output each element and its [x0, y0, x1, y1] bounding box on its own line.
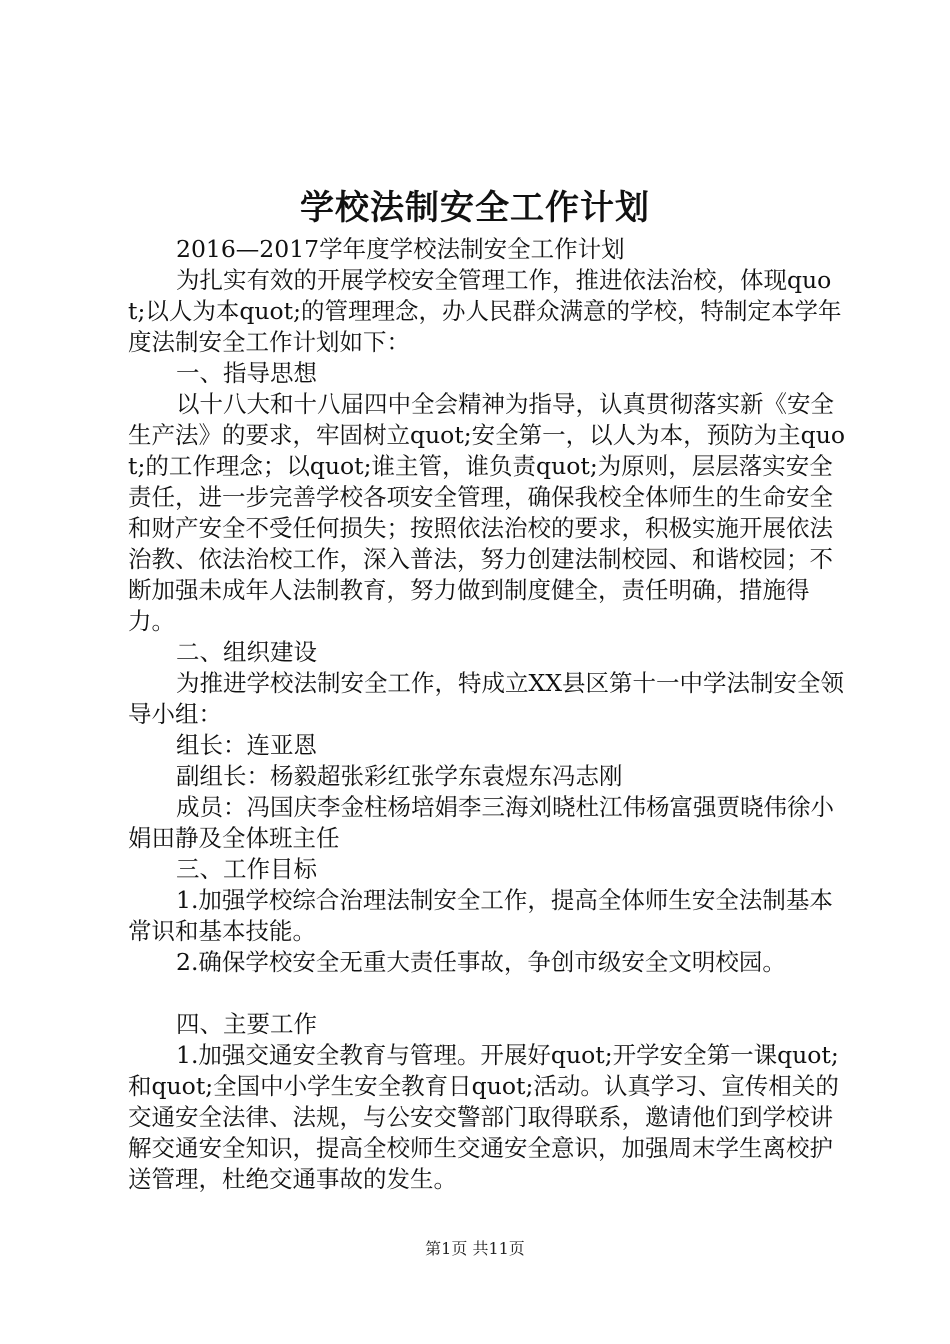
paragraph-leader: 组长：连亚恩: [176, 731, 317, 759]
paragraph-members: 成员：冯国庆李金柱杨培娟李三海刘晓杜江伟杨富强贾晓伟徐小娟田静及全体班主任: [128, 793, 834, 852]
document-body: [128, 234, 848, 1195]
section-heading-goals: 三、工作目标: [176, 855, 317, 883]
paragraph-guiding-thought: 以十八大和十八届四中全会精神为指导，认真贯彻落实新《安全生产法》的要求，牢固树立quot;安全第一，以人为本，预防为主quot;的工作理念；以quot;谁主管，谁负责quot;为原则，层层落实安全责任，进一步完善学校各项安全管理，确保我校全体师生的生命安全和财产安全不受任何损失；按照依法治校的要求，积极实施开展依法治教、依法治校工作，深入普法，努力创建法制校园、和谐校园；不断加强未成年人法制教育，努力做到制度健全，责任明确，措施得力。: [128, 390, 846, 635]
paragraph-plan-heading: 2016—2017学年度学校法制安全工作计划: [176, 235, 625, 263]
section-heading-main-work: 四、主要工作: [176, 1010, 317, 1038]
section-heading-guiding-thought: 一、指导思想: [176, 359, 317, 387]
page-footer: 第1页 共11页: [425, 1239, 525, 1258]
paragraph-intro: 为扎实有效的开展学校安全管理工作，推进依法治校，体现quot;以人为本quot;的管理理念，办人民群众满意的学校，特制定本学年度法制安全工作计划如下：: [128, 266, 842, 356]
paragraph-organization: 为推进学校法制安全工作，特成立XX县区第十一中学法制安全领导小组：: [128, 669, 844, 728]
paragraph-work-1: 1.加强交通安全教育与管理。开展好quot;开学安全第一课quot;和quot;全国中小学生安全教育日quot;活动。认真学习、宣传相关的交通安全法律、法规，与公安交警部门取得联系，邀请他们到学校讲解交通安全知识，提高全校师生交通安全意识，加强周末学生离校护送管理，杜绝交通事故的发生。: [128, 1041, 839, 1193]
paragraph-goal-2: 2.确保学校安全无重大责任事故，争创市级安全文明校园。: [176, 948, 786, 976]
section-heading-organization: 二、组织建设: [176, 638, 317, 666]
paragraph-goal-1: 1.加强学校综合治理法制安全工作，提高全体师生安全法制基本常识和基本技能。: [128, 886, 833, 945]
document-title: 学校法制安全工作计划: [300, 188, 650, 228]
paragraph-deputy-leaders: 副组长：杨毅超张彩红张学东袁煜东冯志刚: [176, 762, 623, 790]
